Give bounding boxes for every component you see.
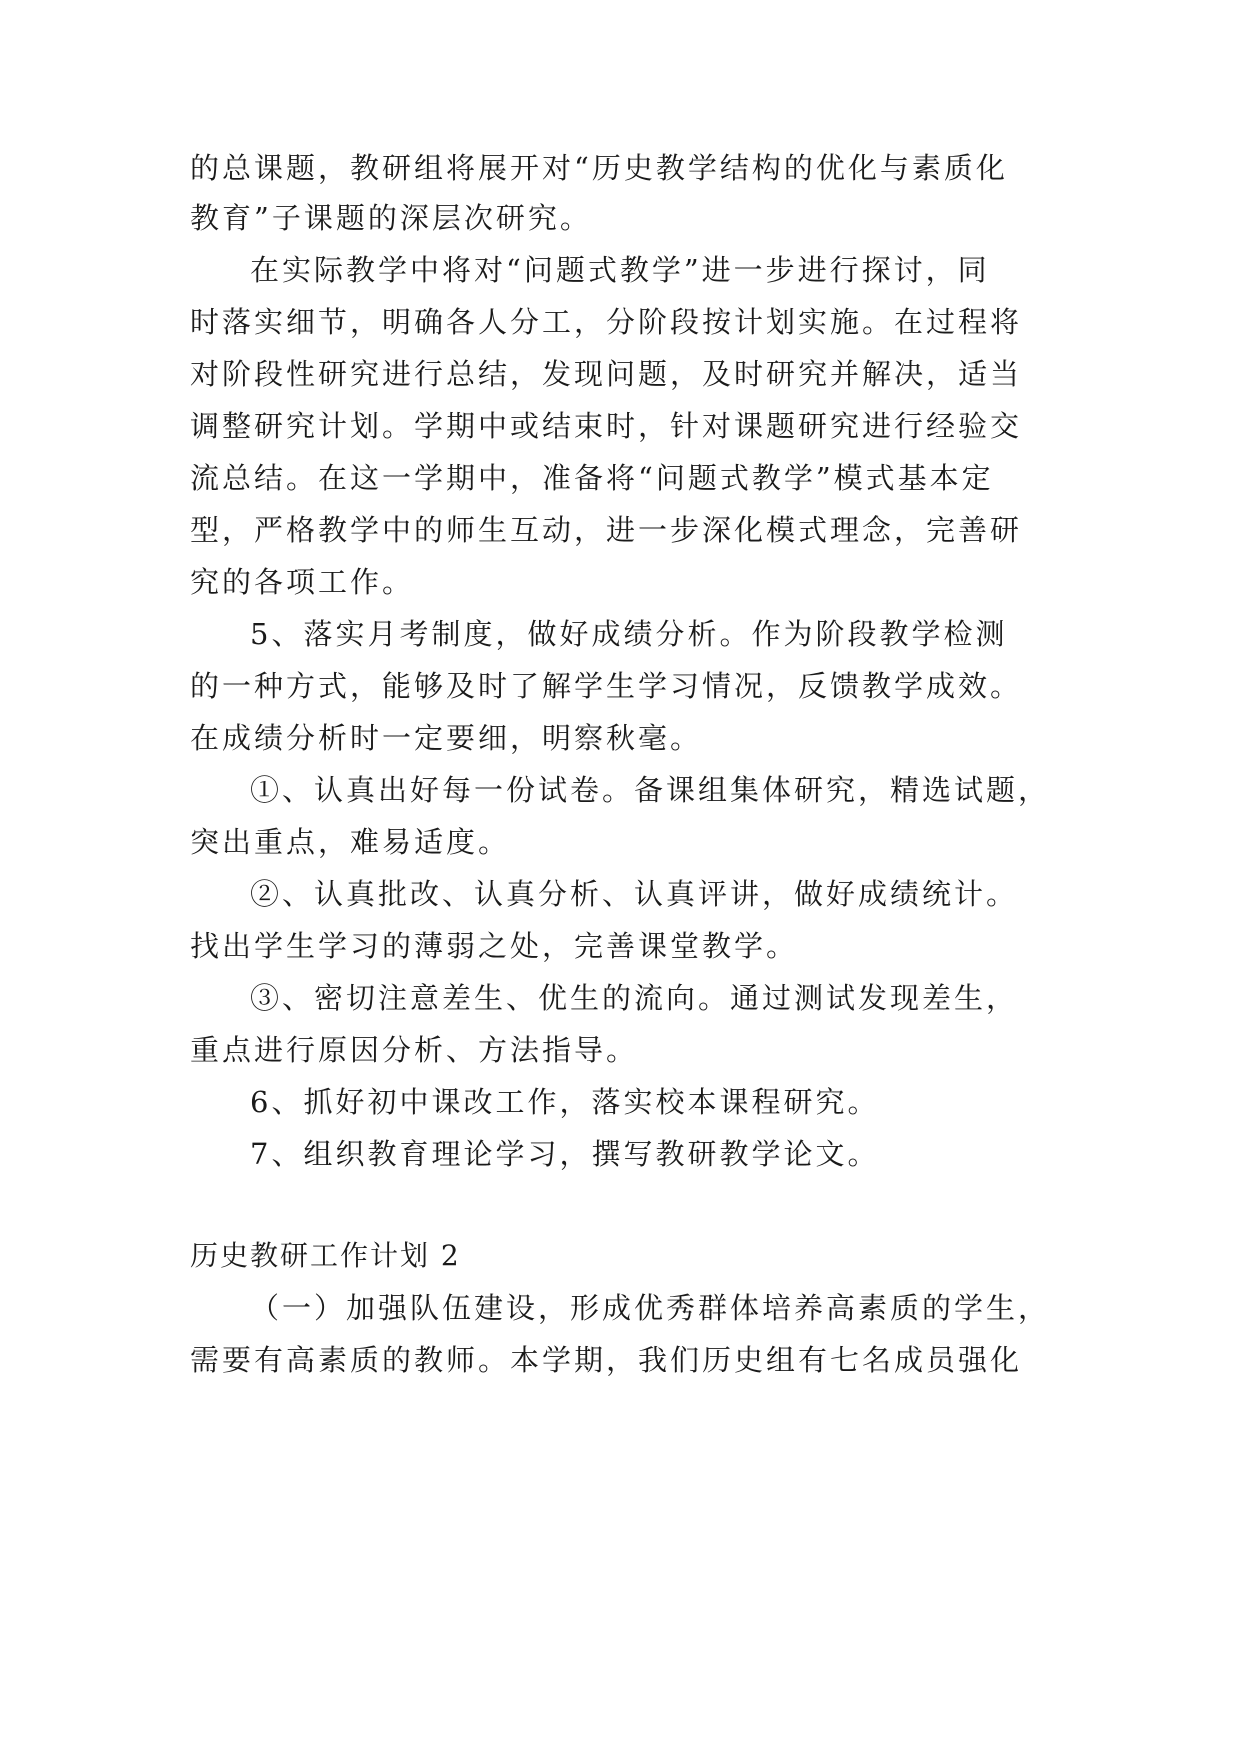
text-line: 流总结。在这一学期中，准备将“问题式教学”模式基本定: [190, 461, 994, 495]
text-line: 教育”子课题的深层次研究。: [190, 201, 592, 235]
section-heading: 历史教研工作计划 2: [190, 1239, 461, 1272]
text-line: 6、抓好初中课改工作，落实校本课程研究。: [250, 1085, 880, 1119]
text-line: 重点进行原因分析、方法指导。: [190, 1033, 639, 1067]
text-line: 究的各项工作。: [190, 565, 415, 599]
text-line: ①、认真出好每一份试卷。备课组集体研究，精选试题，: [250, 773, 1051, 807]
text-line: 在实际教学中将对“问题式教学”进一步进行探讨，同: [250, 253, 990, 287]
text-line: 5、落实月考制度，做好成绩分析。作为阶段教学检测: [250, 617, 1008, 651]
text-line: （一）加强队伍建设，形成优秀群体培养高素质的学生，: [250, 1291, 1051, 1325]
text-line: 需要有高素质的教师。本学期，我们历史组有七名成员强化: [190, 1343, 1023, 1377]
text-line: 时落实细节，明确各人分工，分阶段按计划实施。在过程将: [190, 305, 1023, 339]
text-line: ③、密切注意差生、优生的流向。通过测试发现差生，: [250, 981, 1019, 1015]
text-line: 的总课题，教研组将展开对“历史教学结构的优化与素质化: [190, 151, 1008, 185]
text-line: 在成绩分析时一定要细，明察秋毫。: [190, 721, 703, 755]
text-line: 对阶段性研究进行总结，发现问题，及时研究并解决，适当: [190, 357, 1023, 391]
text-line: 找出学生学习的薄弱之处，完善课堂教学。: [190, 929, 799, 963]
text-line: 7、组织教育理论学习，撰写教研教学论文。: [250, 1137, 880, 1171]
text-line: 调整研究计划。学期中或结束时，针对课题研究进行经验交: [190, 409, 1023, 443]
text-line: 型，严格教学中的师生互动，进一步深化模式理念，完善研: [190, 513, 1023, 547]
text-line: 突出重点，难易适度。: [190, 825, 511, 859]
text-line: 的一种方式，能够及时了解学生学习情况，反馈教学成效。: [190, 669, 1023, 703]
text-line: ②、认真批改、认真分析、认真评讲，做好成绩统计。: [250, 877, 1019, 911]
